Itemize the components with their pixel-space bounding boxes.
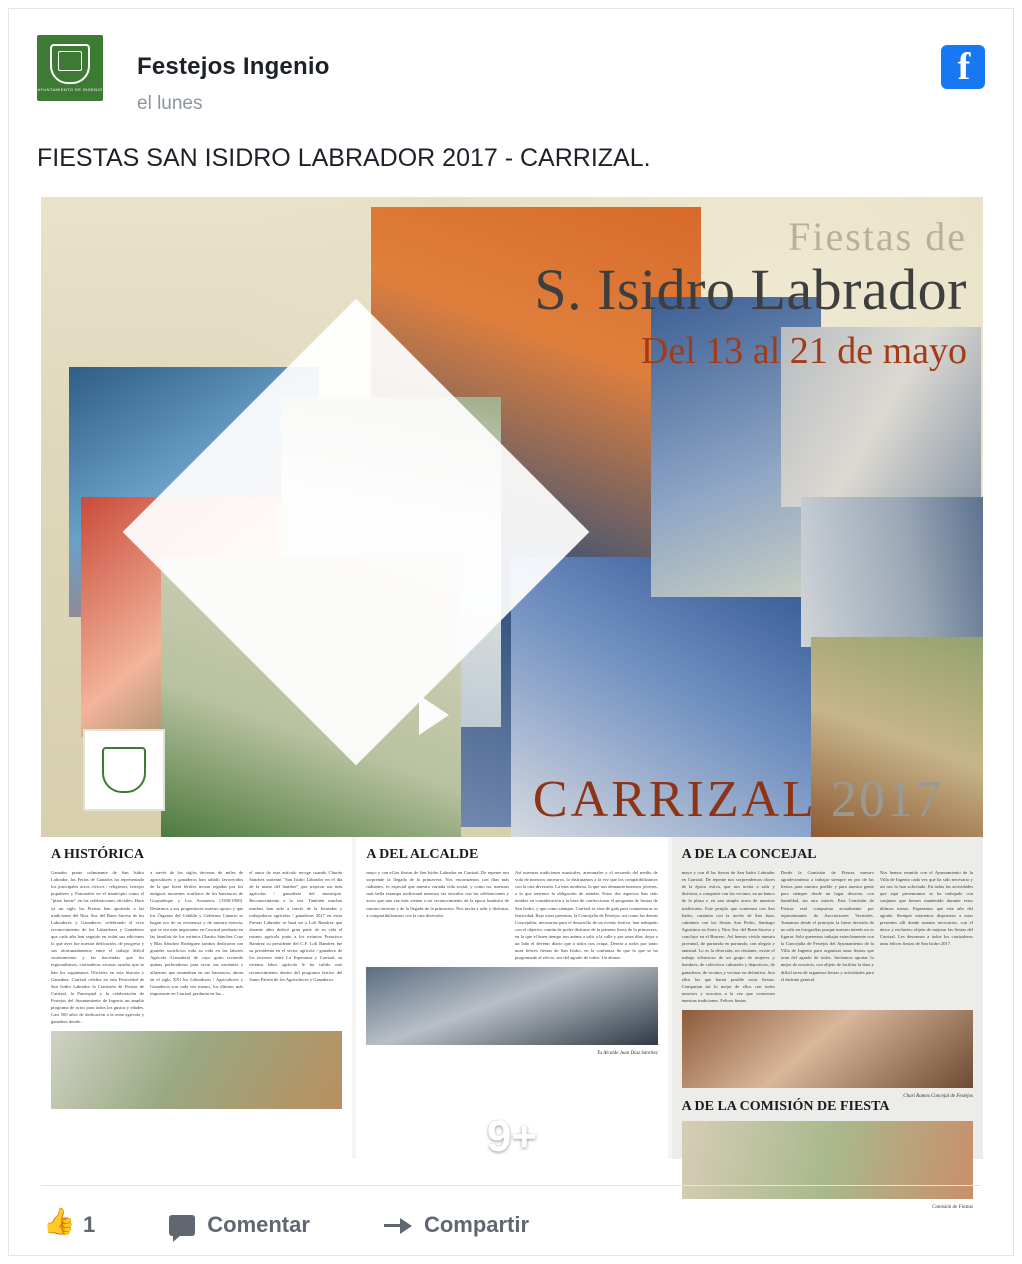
news-photo-cattle-procession [51, 1031, 342, 1109]
news-heading-comision: A DE LA COMISIÓN DE FIESTA [681, 1099, 890, 1115]
like-count: 1 [83, 1212, 96, 1237]
news-text-1b: a través de los siglos decenas de miles de agricultores y ganaderos han sabido favorecidos de la que fuera fértiles tierras regadas por los antiguos nacientes acuíferos de los barrancos de Guayadeque y Los Aromeros (1500/1900). Desarmos a sus progenitores nuestro apoyo y que los Órganos del Cabildo y Gobierno Canario se hagan eco de su existencia y de nuestra esencia, que se sea más importante en Carrizal perduran en las familias de los extintos Charito Sánchez Cruz y Blas Sánchez Rodríguez (ambos dedicaron con grandes sacrificios toda su vida en las labores Agrícola /Ganadera) de cuyo grato recuerdo quinas perforadoras para secar sus nacientes y afluentes que enumaban en sus barrancos, ahora en el siglo XXI los Labradores / Agricultores y Ganaderos son cada vez menos, los últimos más importante en Carrizal perduran en las... [150, 870, 244, 996]
news-text-1c: el autor de este artículo recoge cuando Charito Sánchez sustentó "San Isidro Labrador en el día de la mano del hombre" que trajeron sus más agrícolas / ganaderas del municipio. Reconocimiento a la vez. También muchas muchas han sido a través de la fecundas y trabajadoras agrícolas / ganaderas 2017 en estas Fiestas Labrador se hará un a Loli Ramírez que durante años dedicó gran parte de su vida al mismo agrícola junto a los extintos Francisco Ramírez su presidente del C.F. Loli Ramírez fue su presidenta en el sector agrícola / ganadero de los terrenos entre La Esperanza y Carrizal, su extensa labor agrícola le ha valido este reconocimiento dentro del programa festivo del Santo Patrón de los Agricultores y Ganaderos. [249, 870, 343, 982]
news-column-alcalde [356, 837, 667, 1159]
news-text-1a: Ganados punto culminante de San Isidro Labrador. las Ferias de Ganados ha representado los principales actos cívicos / religiosos, festejos populares y Patronales en el municipio como el "plato fuerte" en las celebraciones oficiales. Hace ya un siglo las Fiestas han aportado a las tradiciones del Ntra. Sra. del Buen Suceso de los Labradores y Ganaderos, celebrando el vivo reconocimiento de los Labradores y Ganaderos que cada año han seguido en todas sus ediciones lo que ayer fue nuestra dedicación, de progreso y sus afortunadamente entre el trabajo difícil sostenimiento y las haciendas que los regionalismos, carrizaleros escasas ayudas que se han los organismos Oficiales en esta historia y Ganadera. Carrizal celebra en esta Festividad de San Isidro Labrador la Comisión de Fiestas de Carrizal, la Parroquial y la colaboración de Festejos del Ayuntamiento de Ingenio un amplio programa de actos para todos los gustos y edades. Casi 500 años de dedicación a la zona agrícola y ganadera donde... [51, 870, 145, 1025]
comment-button[interactable] [169, 1212, 310, 1238]
news-text-3c: Nos hemos reunido con el Ayuntamiento de la Villa de Ingenio cada vez que ha sido necesario y así nos lo han solicitado. En todas las actividades que aquí presentamos se ha trabajado con conjunto que hemos mantenido durante estos últimos meses. Esperamos que este año del agrado. Siempre estaremos dispuestos a estar presentes allí donde seamos necesarios, con el único y exclusivo objeto de mejorar las fiestas del Carrizal. Les deseamos a todos los carrizaleros unas felices fiestas de San Isidro 2017. [879, 870, 973, 947]
poster-shield-shape [102, 747, 146, 793]
news-body-historica [51, 869, 342, 1025]
news-heading-alcalde: A DEL ALCALDE [366, 847, 479, 862]
facebook-logo-glyph: f [957, 46, 971, 88]
post-header [9, 9, 1013, 114]
reaction-overlay-count: 9+ [486, 1112, 538, 1161]
page-name[interactable]: Festejos Ingenio [137, 53, 330, 80]
news-signature-comision: Comisión de Fiestas [932, 1205, 973, 1211]
post-timestamp[interactable]: el lunes [137, 93, 203, 114]
share-icon [384, 1214, 412, 1236]
poster-line-2: S. Isidro Labrador [534, 257, 967, 322]
news-heading-historica: A HISTÓRICA [51, 847, 144, 862]
post-message: FIESTAS SAN ISIDRO LABRADOR 2017 - CARRIZAL. [37, 144, 651, 172]
poster-place: CARRIZAL [532, 771, 815, 828]
post-actions [45, 1201, 977, 1249]
poster-top-half [41, 197, 983, 837]
poster-year: 2017 [831, 771, 943, 828]
news-body-concejal [682, 869, 973, 1004]
avatar-crest-label: AYUNTAMIENTO DE INGENIO [37, 87, 103, 92]
facebook-logo-icon [941, 45, 985, 89]
footer-divider [41, 1185, 981, 1186]
comment-icon [169, 1215, 195, 1236]
thumbs-up-icon [45, 1212, 71, 1238]
news-heading-concejal: A DE LA CONCEJAL [681, 847, 817, 862]
news-text-3b: Desde la Comisión de Fiestas nuestro agradecimiento a trabajar siempre en pro de las fiestas para nuestro pueblo y para nuestra gente pero siempre desde un lugar discreto, con humildad, sin otro interés. Esta Comisión de Fiestas está compuesta actualmente por representantes de Asociaciones Vecinales. Tomamos desde el principio la firme decisión de no salir en fotografías porque nuestro interés no es figurar. Solo queremos trabajar estrechamente con la Concejalía de Festejos del Ayuntamiento de la Villa de Ingenio para organizar unas fiestas que sean del agrado de todos. Invitamos aportar lo mejor de nosotros, con objeto de facilitar la dura y difícil tarea de organizar fiestas y actividades para el disfrute general. [780, 870, 874, 982]
poster-coat-of-arms-icon [83, 729, 165, 811]
like-button[interactable] [45, 1212, 95, 1238]
news-signature-alcalde: Tu Alcalde Juan Díaz Sánchez [596, 1051, 658, 1057]
facebook-post-card [8, 8, 1014, 1256]
collage-photo-procession [801, 497, 983, 647]
news-photo-mayor [366, 967, 657, 1045]
play-triangle-icon [419, 695, 449, 735]
news-column-historica [41, 837, 352, 1159]
poster-footer [533, 770, 943, 829]
news-photo-councillor [682, 1010, 973, 1088]
news-photo-children-group [682, 1121, 973, 1199]
post-image[interactable] [41, 197, 983, 1211]
news-body-alcalde [366, 869, 657, 961]
share-label: Compartir [423, 1212, 530, 1237]
share-button[interactable] [384, 1212, 529, 1238]
poster-line-1: Fiestas de [788, 214, 967, 259]
poster-title-block [407, 213, 967, 373]
avatar[interactable] [37, 35, 103, 101]
coat-of-arms-icon [50, 44, 90, 84]
poster-line-3: Del 13 al 21 de mayo [640, 330, 967, 372]
news-text-2a: mayo y con el las fiestas de San Isidro Labrador en Carrizal. De repente nos sorprende la llegada de la primavera. Nos encontramos con días más radiantes, es especial que nuestra variada vida social, y como no, nuestras más bella estampa tradicional nuestros ser vínculos con las celebraciones y actos que una vez más vienen a ser reconocimiento de la época lumínico de nuestro entorno y de la llegada de la primavera. Nos invita a salir y disfrutar, a compartibilizarnos con la otra diversión. [366, 870, 509, 918]
news-text-2b: Así nuestras tradiciones musicales, artesanales y el recuerdo del medio de vida de nuestros ancestros, lo disfrutamos a la vez que los compatibilizamos con la otra diversión. La más moderna, la que nos demanda nuestros jóvenes, a la que tenemos la obligación de atender. Estos dos aspectos han sido tenidos en consideración a la hora de confeccionar el programa de fiestas de San Isidro, y que como siempre, Carrizal se vine de gala para conmemorar su festividad. Bajo estas premisas, la Concejalía de Festejos, así como las demás Concejalías, necesarias para el desarrollo de un evento festivo, han trabajado con el objetivo común de poder disfrutar de la primera fiesta de la primavera, en la que el buen tiempo nos anima a salir a la calle y por unos días, dejar a un lado el devenir diario que a todos nos ocupa. Desear a todos por tanto unas felices fiestas de San Isidro, en la confianza de que lo que se ha programado al efecto, sea del agrado de todos. Un abrazo [515, 870, 658, 961]
comment-label: Comentar [207, 1212, 310, 1237]
newspaper-strip [41, 837, 983, 1211]
news-signature-concejal: Chari Ramos Concejal de Festejos [903, 1094, 973, 1100]
news-column-concejal [672, 837, 983, 1211]
news-text-3a: mayo y con él las fiestas de San Isidro Labrador en Carrizal. De repente nos sorprendemos olores de la época estiva, que nos invita a salir y disfrutar, a compartir con los vecinos, en un banco de la plaza o en una simple acera de nuestras tradiciones. Este periplo que comienza con San Isidro, continúa con la noche de San Juan, culminen con las fiestas San Pedro, Santiago Agustinos en Sorte y Ntra. Sra. del Buen Suceso y concluye en el Burrero. Así hemos vivido nuestra juventud, de parranda en parranda, con alegría y amistad. Lo es la diversión, no obstante, existe el trabajo silencioso de un grupo de mujeres y hombres, de colectivos culturales y deportivos, de ganaderos, de vecinos y vecinas en definitiva. Son ellos los que hacen posible estas fiestas. Compartan así lo mejor de ellos con todos nosotros y nosotras a la vez que conservan nuestras tradiciones. Felices fiestas [681, 870, 775, 1003]
